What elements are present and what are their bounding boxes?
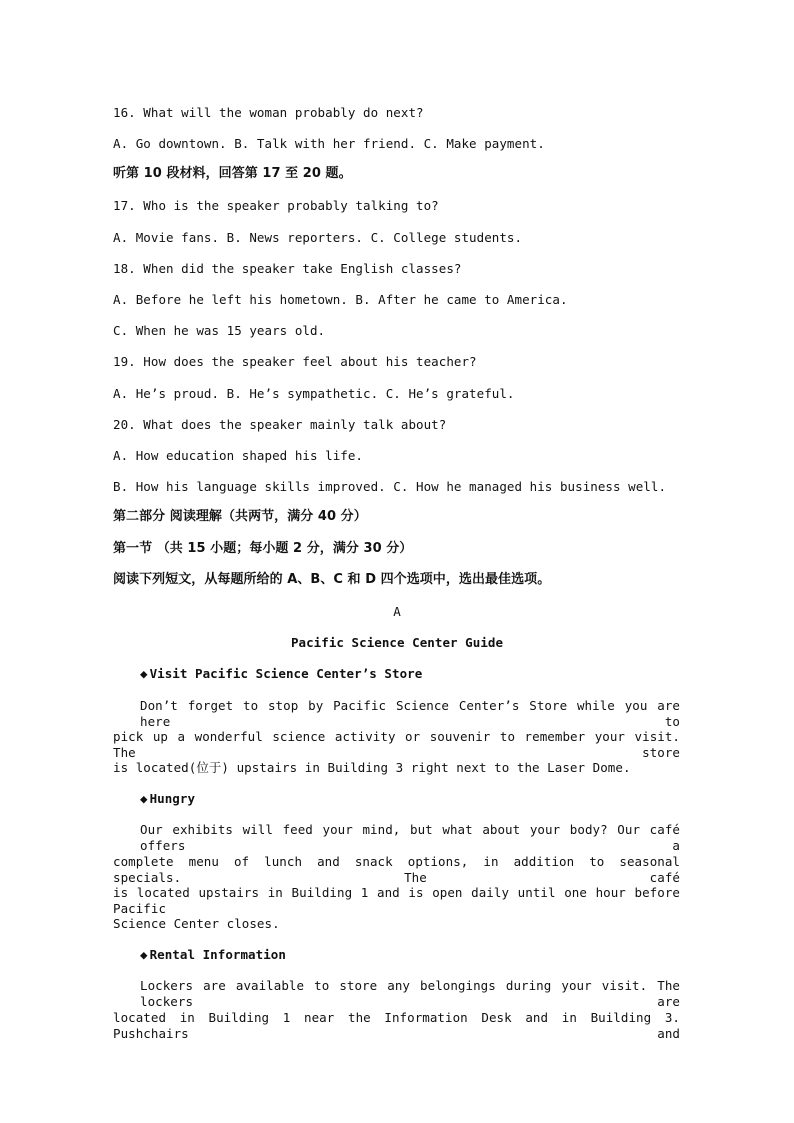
q16-question: 16. What will the woman probably do next? <box>113 105 424 120</box>
diamond-bullet-icon: ◆ <box>140 791 148 806</box>
q17-options: A. Movie fans. B. News reporters. C. College students. <box>113 230 523 245</box>
section-heading-text: Visit Pacific Science Center’s Store <box>149 666 423 681</box>
passage-letter: A <box>393 604 401 619</box>
section-heading-rental <box>140 947 286 963</box>
diamond-bullet-icon: ◆ <box>140 666 148 681</box>
store-line-2: pick up a wonderful science activity or souvenir to remember your visit. The store <box>113 729 680 760</box>
section1-heading: 第一节 （共 15 小题；每小题 2 分，满分 30 分） <box>113 541 413 556</box>
rental-line-2: located in Building 1 near the Information Desk and in Building 3. Pushchairs and <box>113 1010 680 1041</box>
diamond-bullet-icon: ◆ <box>140 947 148 962</box>
q18-options-line-2: C. When he was 15 years old. <box>113 323 326 338</box>
part2-heading: 第二部分 阅读理解（共两节，满分 40 分） <box>113 509 367 524</box>
q19-question: 19. How does the speaker feel about his teacher? <box>113 354 477 369</box>
q17-question: 17. Who is the speaker probably talking to? <box>113 198 439 213</box>
q19-options: A. He’s proud. B. He’s sympathetic. C. He’s grateful. <box>113 386 515 401</box>
q18-question: 18. When did the speaker take English classes? <box>113 261 462 276</box>
q18-options-line-1: A. Before he left his hometown. B. After he came to America. <box>113 292 568 307</box>
hungry-line-1: Our exhibits will feed your mind, but what about your body? Our café offers a <box>140 822 680 853</box>
section-heading-hungry <box>140 791 195 807</box>
instructions: 阅读下列短文，从每题所给的 A、B、C 和 D 四个选项中，选出最佳选项。 <box>113 572 551 587</box>
q20-options-line-2: B. How his language skills improved. C. How he managed his business well. <box>113 479 667 494</box>
hungry-line-4: Science Center closes. <box>113 916 280 931</box>
section-heading-store <box>140 666 422 682</box>
section-heading-text: Hungry <box>149 791 196 806</box>
store-line-3: is located(位于) upstairs in Building 3 right next to the Laser Dome. <box>113 760 631 775</box>
hungry-line-3: is located upstairs in Building 1 and is open daily until one hour before Pacific <box>113 885 680 916</box>
q20-question: 20. What does the speaker mainly talk about? <box>113 417 447 432</box>
rental-line-1: Lockers are available to store any belongings during your visit. The lockers are <box>140 978 680 1009</box>
hungry-line-2: complete menu of lunch and snack options, in addition to seasonal specials. The café <box>113 854 680 885</box>
q20-options-line-1: A. How education shaped his life. <box>113 448 363 463</box>
q16-options: A. Go downtown. B. Talk with her friend. C. Make payment. <box>113 136 545 151</box>
store-line-1: Don’t forget to stop by Pacific Science Center’s Store while you are here to <box>140 698 680 729</box>
section-10-heading: 听第 10 段材料，回答第 17 至 20 题。 <box>113 166 352 181</box>
section-heading-text: Rental Information <box>149 947 286 962</box>
passage-title: Pacific Science Center Guide <box>290 635 504 650</box>
